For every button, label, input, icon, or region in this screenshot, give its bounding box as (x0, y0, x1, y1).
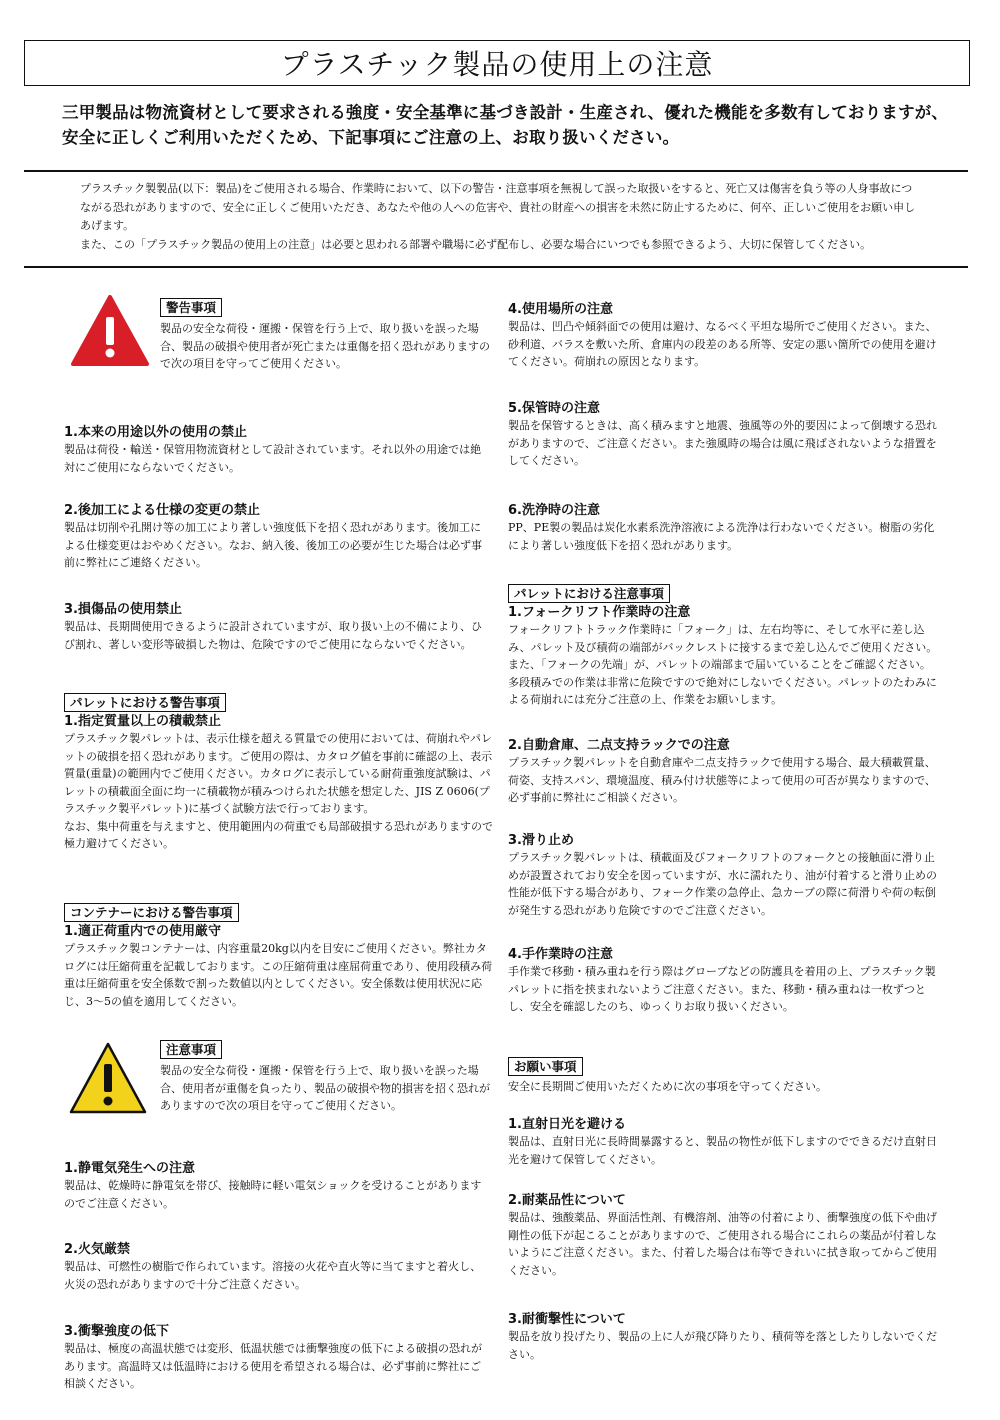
item-text: プラスチック製パレットは、表示仕様を超える質量での使用においては、荷崩れやパレットの破損を招く恐れがあります。ご使用の際は、カタログ値を事前に確認の上、表示質量(重量)の範囲内でご使用ください。カタログに表示している耐荷重強度試験は、パレットの積載面全面に均一に積載物が積みつけられた状態を想定した、JIS Z 0606(プラスチック製平パレット)に基づく試験方法で行っております。 (64, 732, 493, 815)
warning-block (160, 297, 490, 373)
caution-item (64, 1241, 492, 1293)
divider-top (24, 170, 968, 172)
divider-bottom (24, 266, 968, 268)
item-heading: 1.本来の用途以外の使用の禁止 (64, 425, 247, 440)
item-heading: 1.指定質量以上の積載禁止 (64, 714, 221, 729)
item-heading: 4.手作業時の注意 (508, 947, 613, 962)
item-heading: 5.保管時の注意 (508, 401, 600, 416)
request-label: お願い事項 (508, 1057, 583, 1076)
warning-item (64, 424, 492, 476)
warning-text: 製品の安全な荷役・運搬・保管を行う上で、取り扱いを誤った場合、製品の破損や使用者が死亡または重傷を招く恐れがありますので次の項目を守ってご使用ください。 (160, 322, 490, 370)
item-heading: 3.耐衝撃性について (508, 1312, 626, 1327)
item-text: 製品は、強酸薬品、界面活性剤、有機溶剤、油等の付着により、衝撃強度の低下や曲げ剛性の低下が起こることがありますので、ご使用される場合にこれらの薬品が付着しないようにご注意ください。また、付着した場合は布等できれいに拭き取ってからご使用ください。 (508, 1211, 937, 1277)
right-item (508, 301, 938, 371)
pallet-warning-block (64, 692, 494, 853)
caution-label: 注意事項 (160, 1040, 222, 1059)
item-heading: 2.耐薬品性について (508, 1193, 626, 1208)
pallet-warning-label: パレットにおける警告事項 (64, 693, 226, 712)
item-text: 製品は、長期間使用できるように設計されていますが、取り扱い上の不備により、ひび割れ、著しい変形等破損した物は、危険ですのでご使用にならないでください。 (64, 620, 482, 651)
pallet-caution-block (508, 583, 940, 709)
item-text: 製品は、凹凸や傾斜面での使用は避け、なるべく平坦な場所でご使用ください。また、砂利道、バラスを敷いた所、倉庫内の段差のある所等、安定の悪い箇所での使用を避けてください。荷崩れの原因となります。 (508, 320, 937, 368)
item-text: 製品を放り投げたり、製品の上に人が飛び降りたり、積荷等を落としたりしないでください。 (508, 1330, 937, 1361)
container-warning-block (64, 902, 494, 1010)
pallet-caution-item (508, 946, 940, 1016)
caution-triangle-icon (68, 1040, 148, 1116)
item-heading: 3.損傷品の使用禁止 (64, 602, 182, 617)
item-heading: 1.静電気発生への注意 (64, 1161, 195, 1176)
page-title: プラスチック製品の使用上の注意 (24, 40, 970, 86)
item-text: 製品は荷役・輸送・保管用物流資材として設計されています。それ以外の用途では絶対にご使用にならないでください。 (64, 443, 482, 474)
right-item (508, 502, 938, 554)
pallet-caution-item (508, 832, 940, 919)
container-warning-label: コンテナーにおける警告事項 (64, 903, 239, 922)
request-text: 安全に長期間ご使用いただくために次の事項を守ってください。 (508, 1080, 827, 1093)
item-heading: 2.火気厳禁 (64, 1242, 130, 1257)
item-heading: 3.滑り止め (508, 833, 574, 848)
item-text: 手作業で移動・積み重ねを行う際はグローブなどの防護具を着用の上、プラスチック製パレットに指を挟まれないようご注意ください。また、移動・積み重ねは一枚ずつとし、安全を確認したのち、ゆっくりお取り扱いください。 (508, 965, 936, 1013)
item-text: 製品は、可燃性の樹脂で作られています。溶接の火花や直火等に当てますと着火し、火災の恐れがありますので十分ご注意ください。 (64, 1260, 482, 1291)
caution-item (64, 1160, 492, 1212)
request-item (508, 1311, 940, 1363)
request-block (508, 1056, 940, 1096)
request-item (508, 1192, 940, 1279)
item-heading: 1.適正荷重内での使用厳守 (64, 924, 221, 939)
pallet-caution-label: パレットにおける注意事項 (508, 584, 670, 603)
warning-item (64, 601, 492, 653)
item-heading: 4.使用場所の注意 (508, 302, 613, 317)
right-item (508, 400, 938, 470)
item-heading: 6.洗浄時の注意 (508, 503, 600, 518)
warning-label: 警告事項 (160, 298, 222, 317)
warning-triangle-icon (70, 293, 150, 368)
item-heading: 2.後加工による仕様の変更の禁止 (64, 503, 260, 518)
item-text: 製品は、乾燥時に静電気を帯び、接触時に軽い電気ショックを受けることがありますのでご注意ください。 (64, 1179, 482, 1210)
caution-text: 製品の安全な荷役・運搬・保管を行う上で、取り扱いを誤った場合、使用者が重傷を負ったり、製品の破損や物的損害を招く恐れがありますので次の項目を守ってご使用ください。 (160, 1064, 490, 1112)
item-text: PP、PE製の製品は炭化水素系洗浄溶液による洗浄は行わないでください。樹脂の劣化により著しい強度低下を招く恐れがあります。 (508, 521, 935, 552)
warning-item (64, 502, 492, 572)
item-text: 製品は切削や孔開け等の加工により著しい強度低下を招く恐れがあります。後加工による仕様変更はおやめください。なお、納入後、後加工の必要が生じた場合は必ず事前に弊社にご連絡ください。 (64, 521, 482, 569)
item-text: フォークリフトトラック作業時に「フォーク」は、左右均等に、そして水平に差し込み、パレット及び積荷の端部がバックレストに接するまで差し込んでご使用ください。また、「フォークの先端」が、パレットの端部まで届いていることをご確認ください。多段積みでの作業は非常に危険ですので絶対にしないでください。パレットのたわみによる荷崩れには充分ご注意の上、作業をお願いします。 (508, 623, 938, 706)
caution-item (64, 1323, 492, 1393)
item-text: 製品を保管するときは、高く積みますと地震、強風等の外的要因によって倒壊する恐れがありますので、ご注意ください。また強風時の場合は風に飛ばされないような措置をしてください。 (508, 419, 937, 467)
item-text: なお、集中荷重を与えますと、使用範囲内の荷重でも局部破損する恐れがありますので極力避けてください。 (64, 819, 493, 850)
item-heading: 1.フォークリフト作業時の注意 (508, 605, 691, 620)
intro-paragraph: プラスチック製製品(以下：製品)をご使用される場合、作業時において、以下の警告・注意事項を無視して誤った取扱いをすると、死亡又は傷害を負う等の人身事故につながる恐れがありますので、安全に正しくご使用いただき、あなたや他の人への危害や、貴社の財産への損害を未然に防止するために、何卒、正しいご使用をお願い申しあげます。 (80, 182, 916, 232)
pallet-caution-item (508, 737, 940, 807)
item-text: プラスチック製パレットを自動倉庫や二点支持ラックで使用する場合、最大積載質量、荷姿、支持スパン、環境温度、積み付け状態等によって使用の可否が異なりますので、必ず事前に弊社にご相談ください。 (508, 756, 936, 804)
intro-paragraph: また、この「プラスチック製品の使用上の注意」は必要と思われる部署や職場に必ず配布し、必要な場合にいつでも参照できるよう、大切に保管してください。 (80, 237, 872, 251)
intro-block (80, 180, 920, 254)
item-heading: 2.自動倉庫、二点支持ラックでの注意 (508, 738, 730, 753)
item-text: 製品は、極度の高温状態では変形、低温状態では衝撃強度の低下による破損の恐れがあります。高温時又は低温時における使用を希望される場合は、必ず事前に弊社にご相談ください。 (64, 1342, 482, 1390)
item-text: 製品は、直射日光に長時間暴露すると、製品の物性が低下しますのでできるだけ直射日光を避けて保管してください。 (508, 1135, 937, 1166)
item-text: プラスチック製コンテナーは、内容重量20kg以内を目安にご使用ください。弊社カタログには圧縮荷重を記載しております。この圧縮荷重は座屈荷重であり、使用段積み荷重は圧縮荷重を安全係数で割った数値以内としてください。安全係数は使用状況に応じ、3～5の値を適用してください。 (64, 942, 493, 1008)
request-item (508, 1116, 940, 1168)
lead-text: 三甲製品は物流資材として要求される強度・安全基準に基づき設計・生産され、優れた機能を多数有しておりますが、安全に正しくご利用いただくため、下記事項にご注意の上、お取り扱いください。 (62, 103, 949, 147)
item-heading: 3.衝撃強度の低下 (64, 1324, 169, 1339)
item-heading: 1.直射日光を避ける (508, 1117, 626, 1132)
caution-block (160, 1039, 490, 1115)
item-text: プラスチック製パレットは、積載面及びフォークリフトのフォークとの接触面に滑り止めが設置されており安全を図っていますが、水に濡れたり、油が付着すると滑り止めの性能が低下する場合があり、フォーク作業の急停止、急カーブの際に荷滑りや荷の転倒が発生する恐れがあり危険ですのでご注意ください。 (508, 851, 937, 917)
